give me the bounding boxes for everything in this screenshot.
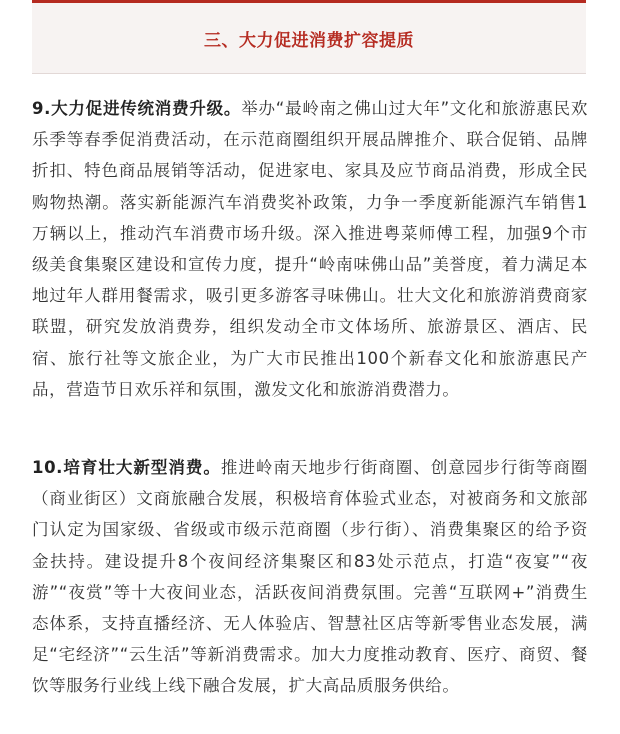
section-header xyxy=(32,0,586,74)
paragraph-body: 推进岭南天地步行街商圈、创意园步行街等商圈（商业街区）文商旅融合发展，积极培育体验式业态，对被商务和文旅部门认定为国家级、省级或市级示范商圈（步行街）、消费集聚区的给予资金扶持。建设提升8个夜间经济集聚区和83处示范点，打造“夜宴”“夜游”“夜赏”等十大夜间业态，活跃夜间消费氛围。完善“互联网+”消费生态体系，支持直播经济、无人体验店、智慧社区店等新零售业态发展，满足“宅经济”“云生活”等新消费需求。加大力度推动教育、医疗、商贸、餐饮等服务行业线上线下融合发展，扩大高品质服务供给。 xyxy=(32,458,588,696)
paragraph-lead: 9.大力促进传统消费升级。 xyxy=(32,99,242,118)
section-title: 三、大力促进消费扩容提质 xyxy=(204,30,414,51)
paragraph-new-consumption xyxy=(32,452,588,702)
paragraph-body: 举办“最岭南之佛山过大年”文化和旅游惠民欢乐季等春季促消费活动，在示范商圈组织开展品牌推介、联合促销、品牌折扣、特色商品展销等活动，促进家电、家具及应节商品消费，形成全民购物热潮。落实新能源汽车消费奖补政策，力争一季度新能源汽车销售1万辆以上，推动汽车消费市场升级。深入推进粤菜师傅工程，加强9个市级美食集聚区建设和宣传力度，提升“岭南味佛山品”美誉度，着力满足本地过年人群用餐需求，吸引更多游客寻味佛山。壮大文化和旅游消费商家联盟，研究发放消费券，组织发动全市文体场所、旅游景区、酒店、民宿、旅行社等文旅企业，为广大市民推出100个新春文化和旅游惠民产品，营造节日欢乐祥和氛围，激发文化和旅游消费潜力。 xyxy=(32,99,588,399)
paragraph-lead: 10.培育壮大新型消费。 xyxy=(32,458,221,477)
paragraph-traditional-consumption xyxy=(32,93,588,405)
